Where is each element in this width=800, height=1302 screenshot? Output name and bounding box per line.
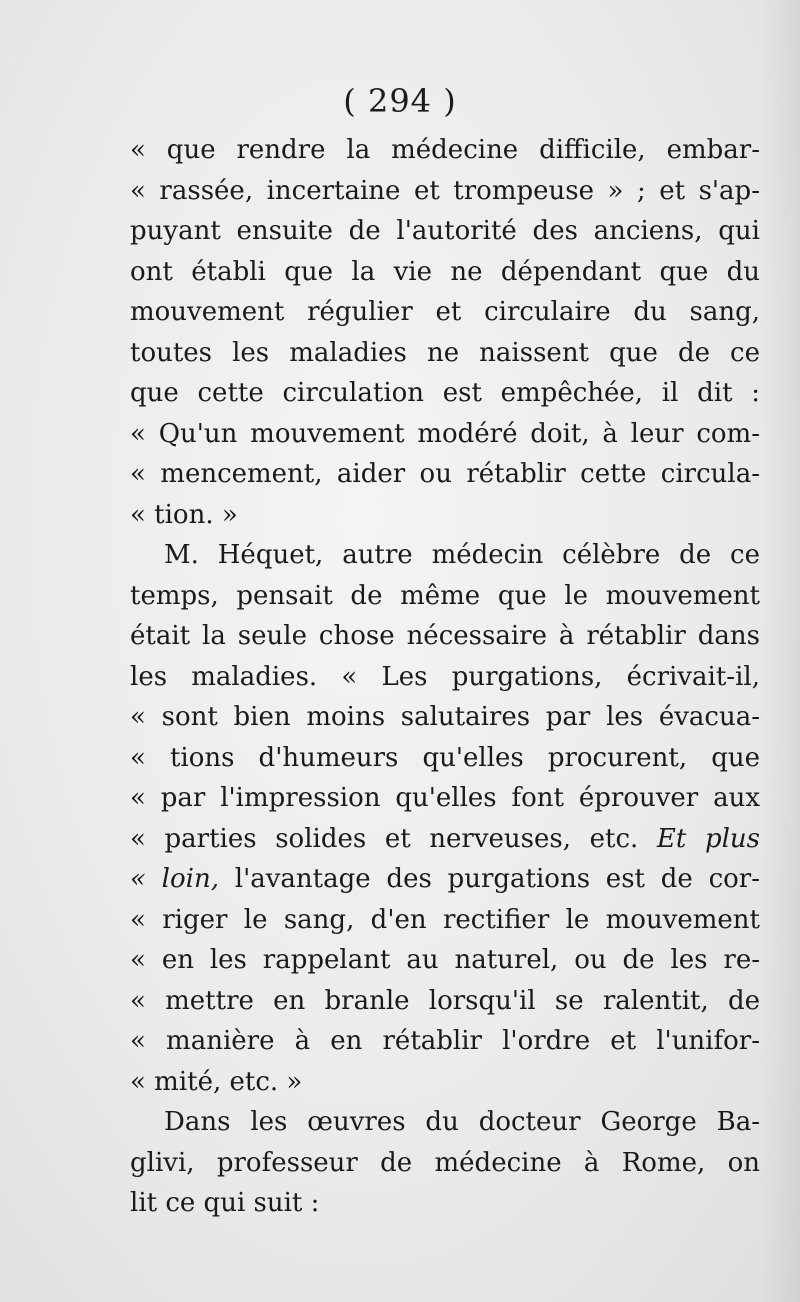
text-line	[130, 211, 760, 252]
text-line	[130, 940, 760, 981]
text-line	[130, 1143, 760, 1184]
text-line	[130, 1062, 760, 1103]
line-text: puyant ensuite de l'autorité des anciens, qui	[130, 216, 760, 246]
text-line	[130, 819, 760, 860]
text-line	[130, 900, 760, 941]
text-line	[130, 1183, 760, 1224]
text-line	[130, 1102, 760, 1143]
text-line	[130, 333, 760, 374]
text-line	[130, 130, 760, 171]
text-line	[130, 657, 760, 698]
line-text: lit ce qui suit :	[130, 1188, 320, 1218]
line-text: temps, pensait de même que le mouvement	[130, 580, 760, 611]
line-text: « mencement, aider ou rétablir cette circula-	[130, 459, 760, 489]
line-text: « mité, etc. »	[130, 1066, 303, 1097]
line-text: que cette circulation est empêchée, il dit :	[130, 378, 760, 408]
line-text: M. Héquet, autre médecin célèbre de ce	[164, 540, 760, 570]
line-text: ont établi que la vie ne dépendant que du	[130, 256, 760, 287]
text-line	[130, 252, 760, 293]
line-text: Dans les œuvres du docteur George Ba-	[164, 1107, 760, 1137]
text-line	[130, 171, 760, 212]
text-line	[130, 414, 760, 455]
line-text: « mettre en branle lorsqu'il se ralentit, de	[130, 985, 760, 1016]
text-line	[130, 373, 760, 414]
text-line	[130, 495, 760, 536]
body-text	[130, 130, 760, 1224]
text-line	[130, 616, 760, 657]
italic-text: « loin,	[130, 864, 219, 894]
line-text: mouvement régulier et circulaire du sang,	[130, 297, 760, 327]
line-text: « sont bien moins salutaires par les évacua-	[130, 702, 760, 732]
text-line	[130, 778, 760, 819]
line-text: « que rendre la médecine difficile, embar-	[130, 135, 760, 165]
text-line	[130, 981, 760, 1022]
line-text: « riger le sang, d'en rectifier le mouvement	[130, 904, 760, 935]
italic-text: Et plus	[656, 823, 760, 854]
text-line	[130, 576, 760, 617]
line-text: « par l'impression qu'elles font éprouver aux	[130, 783, 760, 813]
text-line	[130, 697, 760, 738]
text-line	[130, 859, 760, 900]
line-text: était la seule chose nécessaire à rétablir dans	[130, 621, 760, 651]
line-text: les maladies. « Les purgations, écrivait-il,	[130, 661, 760, 692]
line-text: « tion. »	[130, 499, 238, 530]
text-line	[130, 535, 760, 576]
text-line	[130, 738, 760, 779]
text-line	[130, 454, 760, 495]
line-text: toutes les maladies ne naissent que de ce	[130, 337, 760, 368]
line-text: « rassée, incertaine et trompeuse » ; et s'ap-	[130, 175, 760, 206]
page-number: ( 294 )	[343, 82, 457, 120]
text-line	[130, 292, 760, 333]
line-text: « en les rappelant au naturel, ou de les re-	[130, 945, 760, 975]
line-text: l'avantage des purgations est de cor-	[234, 864, 760, 894]
line-text: « manière à en rétablir l'ordre et l'unifor-	[130, 1026, 760, 1056]
line-text: glivi, professeur de médecine à Rome, on	[130, 1147, 760, 1178]
line-text: « Qu'un mouvement modéré doit, à leur com-	[130, 418, 760, 449]
page-edge-shadow	[760, 0, 800, 1302]
text-line	[130, 1021, 760, 1062]
line-text: « parties solides et nerveuses, etc.	[130, 823, 639, 854]
line-text: « tions d'humeurs qu'elles procurent, que	[130, 742, 760, 773]
